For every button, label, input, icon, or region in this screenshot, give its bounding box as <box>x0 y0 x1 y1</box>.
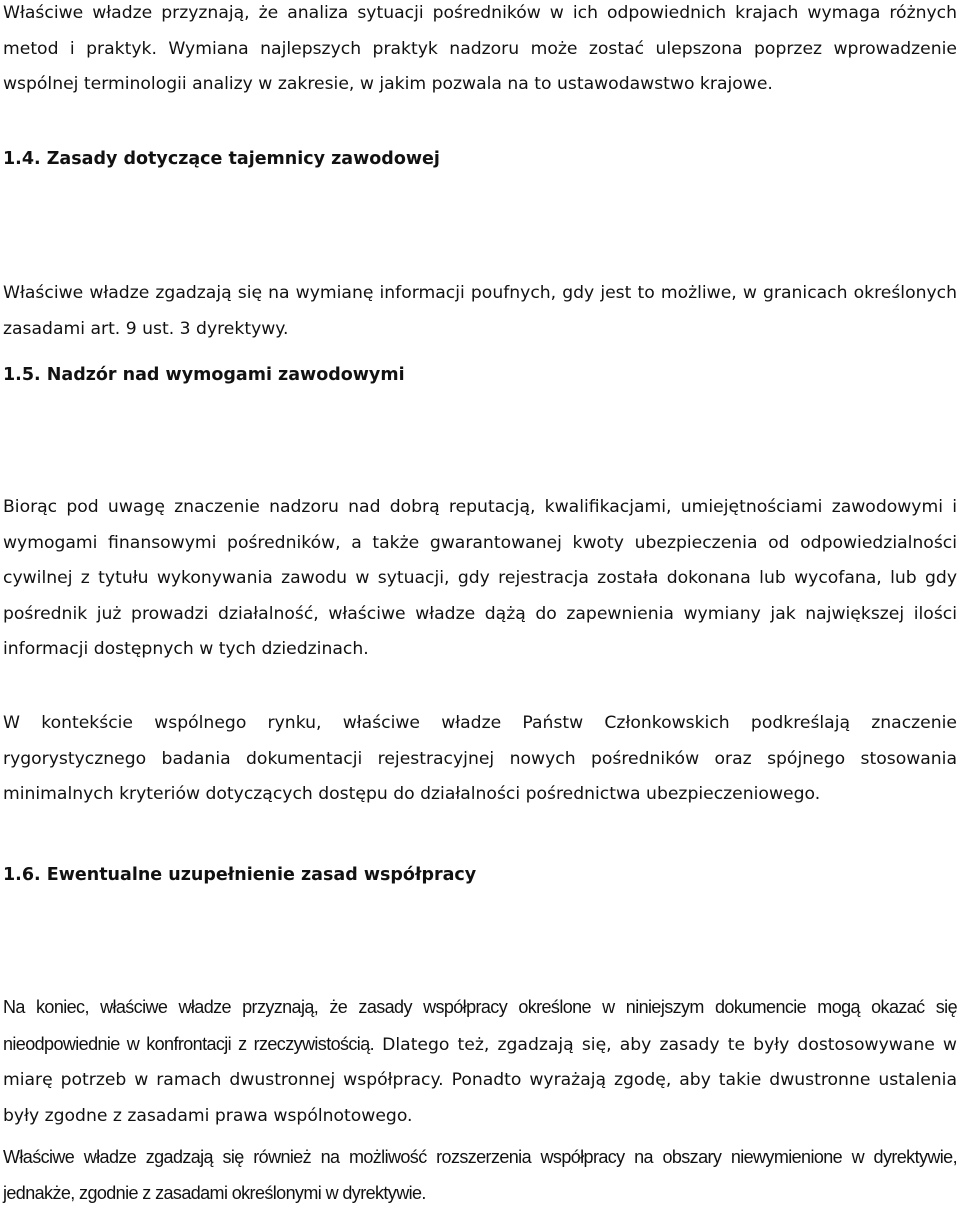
paragraph-extended-cooperation: Właściwe władze zgadzają się również na możliwość rozszerzenia współpracy na obszary niewymienione w dyrektywie, jednakże, zgodnie z zasadami określonymi w dyrektywie. <box>3 1147 957 1203</box>
paragraph-common-market: W kontekście wspólnego rynku, właściwe władze Państw Członkowskich podkreślają znaczenie rygorystycznego badania dokumentacji rejestracyjnej nowych pośredników oraz spójnego stosowania minimalnych kryteriów dotyczących dostępu do działalności pośrednictwa ubezpieczeniowego. <box>3 713 957 804</box>
paragraph-mediator-analysis: Właściwe władze przyznają, że analiza sytuacji pośredników w ich odpowiednich krajach wymaga różnych metod i praktyk. Wymiana najlepszych praktyk nadzoru może zostać ulepszona poprzez wprowadzenie wspólnej terminologii analizy w zakresie, w jakim pozwala na to ustawodawstwo krajowe. <box>3 3 957 94</box>
section-heading-1-5: 1.5. Nadzór nad wymogami zawodowymi <box>3 365 405 385</box>
section-heading-1-4: 1.4. Zasady dotyczące tajemnicy zawodowej <box>3 149 440 169</box>
paragraph-cooperation-adjustment-part1: Na koniec, właściwe władze przyznają, że zasady współpracy określone w niniejszym dokumencie mogą okazać się nieodpowiednie w konfrontacji z rzeczywistością. <box>3 997 957 1054</box>
paragraph-cooperation-adjustment <box>3 990 957 1134</box>
paragraph-cooperation-adjustment-part2: Dlatego też, zgadzają się, aby zasady te były dostosowywane w miarę potrzeb w ramach dwustronnej współpracy. Ponadto wyrażają zgodę, aby takie dwustronne ustalenia były zgodne z zasadami prawa wspólnotowego. <box>3 1034 957 1126</box>
paragraph-professional-requirements: Biorąc pod uwagę znaczenie nadzoru nad dobrą reputacją, kwalifikacjami, umiejętnościami zawodowymi i wymogami finansowymi pośredników, a także gwarantowanej kwoty ubezpieczenia od odpowiedzialności cywilnej z tytułu wykonywania zawodu w sytuacji, gdy rejestracja została dokonana lub wycofana, lub gdy pośrednik już prowadzi działalność, właściwe władze dążą do zapewnienia wymiany jak największej ilości informacji dostępnych w tych dziedzinach. <box>3 497 957 659</box>
paragraph-confidential-info: Właściwe władze zgadzają się na wymianę informacji poufnych, gdy jest to możliwe, w granicach określonych zasadami art. 9 ust. 3 dyrektywy. <box>3 283 957 339</box>
section-heading-1-6: 1.6. Ewentualne uzupełnienie zasad współpracy <box>3 865 477 885</box>
